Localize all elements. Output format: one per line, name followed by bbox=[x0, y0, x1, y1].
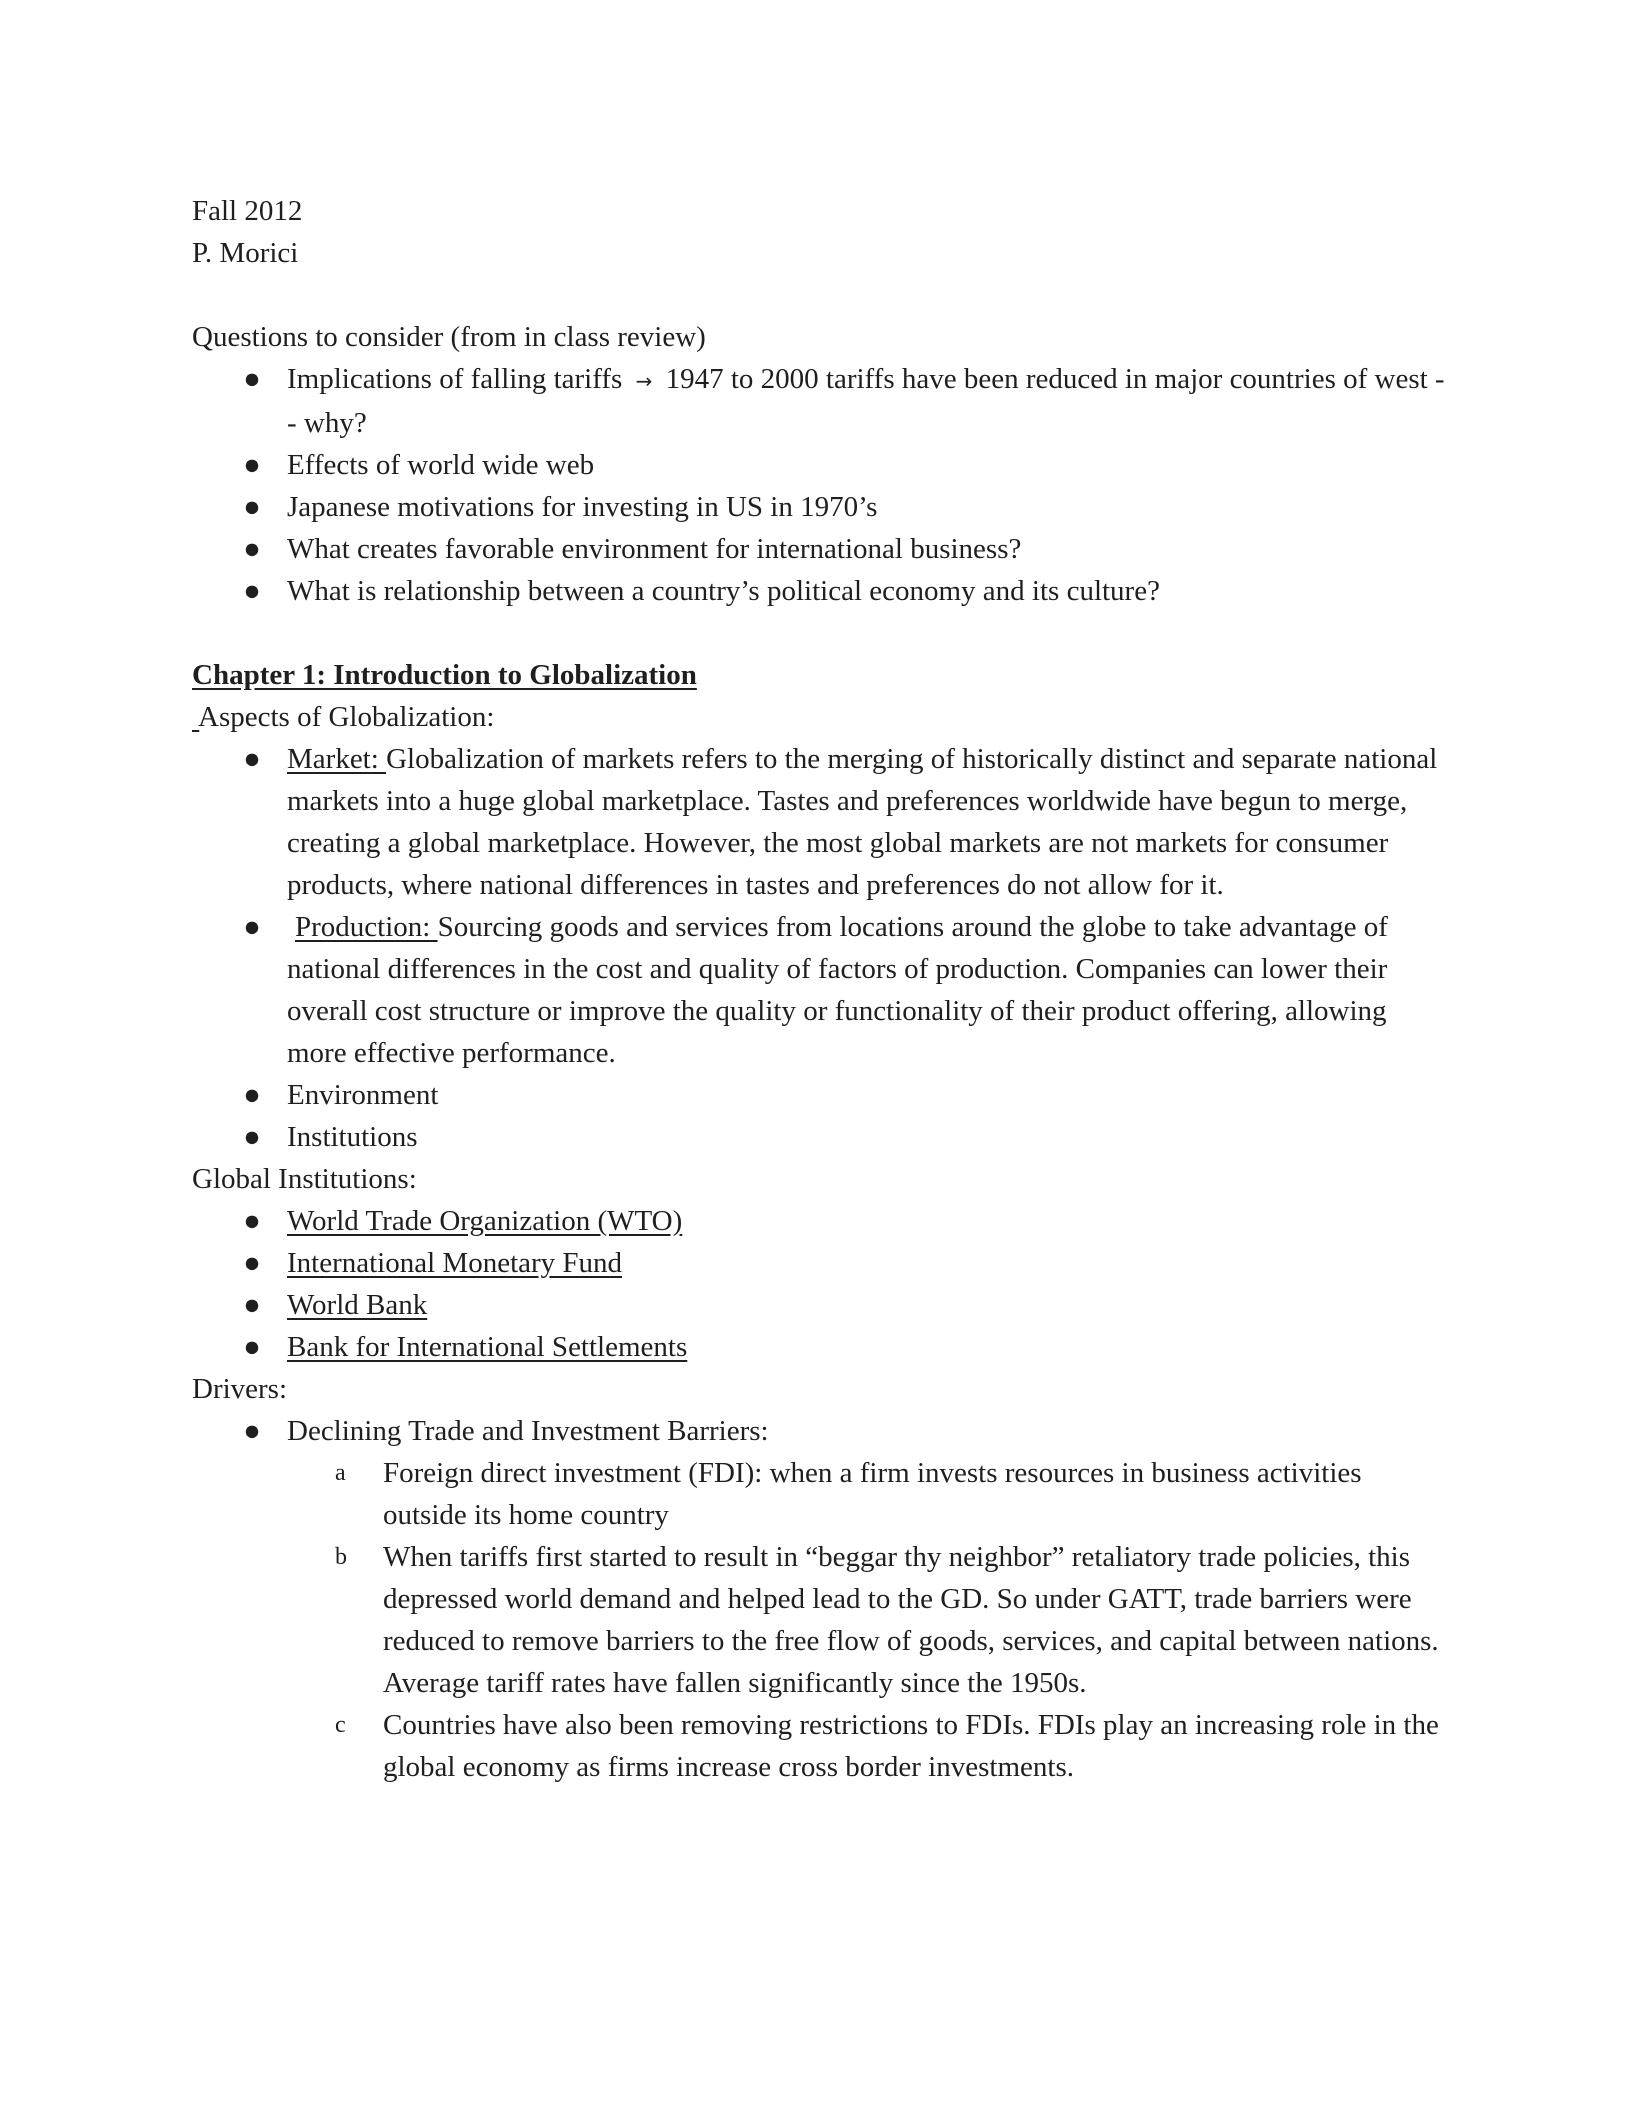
drivers-label: Drivers: bbox=[192, 1373, 288, 1405]
list-item bbox=[192, 358, 1452, 444]
driver-text: Declining Trade and Investment Barriers: bbox=[287, 1415, 769, 1447]
subitem-text: Foreign direct investment (FDI): when a firm invests resources in business activities outside its home country bbox=[383, 1457, 1362, 1531]
aspect-term-production: Production: bbox=[295, 911, 438, 943]
question-text: Effects of world wide web bbox=[287, 449, 595, 481]
list-item bbox=[192, 906, 1452, 1074]
professor-line: P. Morici bbox=[192, 237, 299, 269]
drivers-list bbox=[192, 1410, 1452, 1788]
aspects-list bbox=[192, 738, 1452, 1158]
bullet-icon: ● bbox=[243, 743, 261, 775]
institutions-label: Global Institutions: bbox=[192, 1163, 417, 1195]
question-text: What is relationship between a country’s political economy and its culture? bbox=[287, 575, 1160, 607]
list-letter: c bbox=[335, 1712, 346, 1738]
question-text: Japanese motivations for investing in US in 1970’s bbox=[287, 491, 878, 523]
bullet-icon: ● bbox=[243, 1121, 261, 1153]
questions-list bbox=[192, 358, 1452, 612]
institutions-list bbox=[192, 1200, 1452, 1368]
list-item bbox=[192, 1116, 1452, 1158]
list-item bbox=[192, 1074, 1452, 1116]
spacer bbox=[192, 274, 1452, 316]
bullet-icon: ● bbox=[243, 491, 261, 523]
aspects-label-text: Aspects of Globalization: bbox=[198, 701, 495, 733]
aspect-description: Institutions bbox=[287, 1121, 418, 1153]
list-item bbox=[287, 1704, 1452, 1788]
aspects-label bbox=[192, 696, 1452, 738]
bullet-icon: ● bbox=[243, 1247, 261, 1279]
institution-name: World Trade Organization (WTO) bbox=[287, 1205, 683, 1237]
bullet-icon: ● bbox=[243, 911, 261, 943]
aspect-description: Sourcing goods and services from locations around the globe to take advantage of national differences in the cost and quality of factors of production. Companies can lower their overall cost structure or improve the quality or functionality of their product offering, allowing more effective performance. bbox=[287, 911, 1388, 1069]
list-letter: b bbox=[335, 1544, 347, 1570]
question-text-after: 1947 to 2000 tariffs have been reduced in major countries of west -- why? bbox=[287, 363, 1445, 439]
bullet-icon: ● bbox=[243, 1415, 261, 1447]
subitem-text: Countries have also been removing restrictions to FDIs. FDIs play an increasing role in the global economy as firms increase cross border investments. bbox=[383, 1709, 1439, 1783]
chapter-heading: Chapter 1: Introduction to Globalization bbox=[192, 659, 697, 691]
document-page bbox=[192, 190, 1452, 1788]
subitem-text: When tariffs first started to result in “beggar thy neighbor” retaliatory trade policies, this depressed world demand and helped lead to the GD. So under GATT, trade barriers were reduced to remove barriers to the free flow of goods, services, and capital between nations. Average tariff rates have fallen significantly since the 1950s. bbox=[383, 1541, 1439, 1699]
list-item bbox=[192, 1326, 1452, 1368]
list-item bbox=[192, 528, 1452, 570]
right-arrow-icon: → bbox=[635, 369, 653, 393]
institution-name: Bank for International Settlements bbox=[287, 1331, 688, 1363]
list-item bbox=[192, 1200, 1452, 1242]
list-item bbox=[192, 570, 1452, 612]
institution-name: International Monetary Fund bbox=[287, 1247, 623, 1279]
bullet-icon: ● bbox=[243, 575, 261, 607]
bullet-icon: ● bbox=[243, 533, 261, 565]
list-item bbox=[287, 1452, 1452, 1536]
list-item bbox=[192, 1410, 1452, 1788]
institution-name: World Bank bbox=[287, 1289, 428, 1321]
list-item bbox=[287, 1536, 1452, 1704]
list-item bbox=[192, 1242, 1452, 1284]
list-item bbox=[192, 444, 1452, 486]
bullet-icon: ● bbox=[243, 1331, 261, 1363]
aspect-description: Globalization of markets refers to the merging of historically distinct and separate national markets into a huge global marketplace. Tastes and preferences worldwide have begun to merge, creating a global marketplace. However, the most global markets are not markets for consumer products, where national differences in tastes and preferences do not allow for it. bbox=[287, 743, 1438, 901]
bullet-icon: ● bbox=[243, 1079, 261, 1111]
question-text: What creates favorable environment for international business? bbox=[287, 533, 1022, 565]
list-item bbox=[192, 486, 1452, 528]
list-item bbox=[192, 1284, 1452, 1326]
spacer bbox=[192, 612, 1452, 654]
aspect-description: Environment bbox=[287, 1079, 439, 1111]
list-item bbox=[192, 738, 1452, 906]
bullet-icon: ● bbox=[243, 363, 261, 395]
question-text-before: Implications of falling tariffs bbox=[287, 363, 623, 395]
bullet-icon: ● bbox=[243, 1289, 261, 1321]
aspect-term-market: Market: bbox=[287, 743, 387, 775]
driver-subitems bbox=[287, 1452, 1452, 1788]
bullet-icon: ● bbox=[243, 449, 261, 481]
term-line: Fall 2012 bbox=[192, 195, 303, 227]
bullet-icon: ● bbox=[243, 1205, 261, 1237]
questions-title: Questions to consider (from in class review) bbox=[192, 321, 706, 353]
list-letter: a bbox=[335, 1460, 346, 1486]
